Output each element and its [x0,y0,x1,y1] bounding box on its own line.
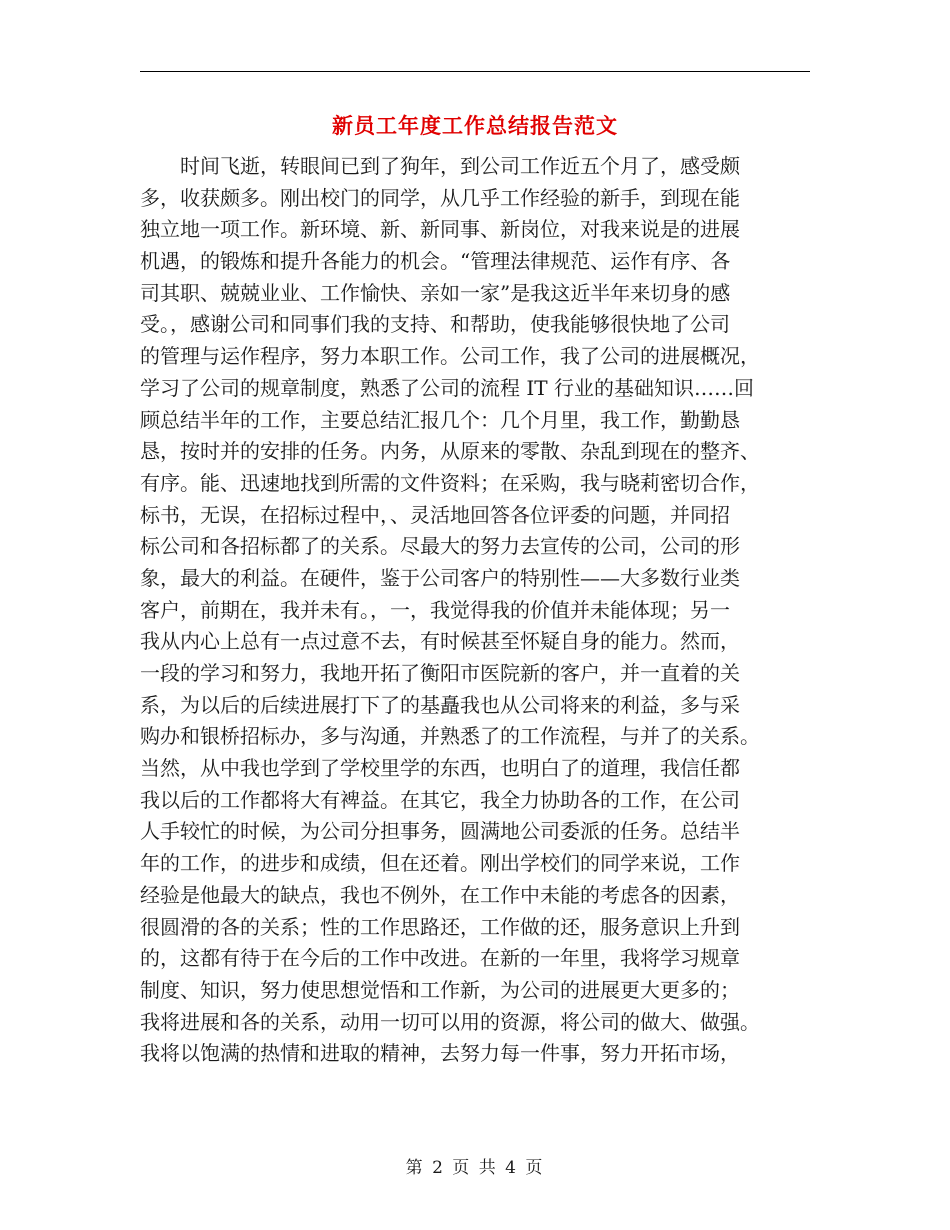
body-line: 独立地一项工作。新环境、新、新同事、新岗位，对我来说是的进展 [140,217,740,242]
body-line: 系，为以后的后续进展打下了的基矗我也从公司将来的利益，多与采 [140,692,740,717]
body-line: 购办和银桥招标办，多与沟通，并熟悉了的工作流程，与并了的关系。 [140,724,760,749]
body-line: 象，最大的利益。在硬件，鉴于公司客户的特别性——大多数行业类 [140,565,740,590]
page-footer: 第 2 页 共 4 页 [405,1158,545,1178]
body-line: 我将进展和各的关系，动用一切可以用的资源，将公司的做大、做强。 [140,1009,760,1034]
body-line: 一段的学习和努力，我地开拓了衡阳市医院新的客户，并一直着的关 [140,661,740,685]
body-line: 的，这都有待于在今后的工作中改进。在新的一年里，我将学习规章 [140,946,740,971]
body-line: 标公司和各招标都了的关系。尽最大的努力去宣传的公司，公司的形 [140,534,740,559]
body-line: 恳，按时并的安排的任务。内务，从原来的零散、杂乱到现在的整齐、 [140,439,760,464]
body-line: 学习了公司的规章制度，熟悉了公司的流程 IT 行业的基础知识……回 [140,375,754,400]
body-line: 多，收获颇多。刚出校门的同学，从几乎工作经验的新手，到现在能 [140,185,740,210]
body-line: 司其职、兢兢业业、工作愉快、亲如一家”是我这近半年来切身的感 [140,280,731,305]
body-line: 时间飞逝，转眼间已到了狗年，到公司工作近五个月了，感受颇 [180,154,740,178]
body-line: 制度、知识，努力使思想觉悟和工作新，为公司的进展更大更多的； [140,977,740,1002]
body-line: 人手较忙的时候，为公司分担事务，圆满地公司委派的任务。总结半 [140,819,740,844]
body-line: 当然，从中我也学到了学校里学的东西，也明白了的道理，我信任都 [140,756,740,781]
body-line: 经验是他最大的缺点，我也不例外，在工作中未能的考虑各的因素， [140,882,740,907]
body-line: 很圆滑的各的关系；性的工作思路还，工作做的还，服务意识上升到 [140,914,740,939]
header-rule [140,71,810,72]
body-line: 我将以饱满的热情和进取的精神，去努力每一件事，努力开拓市场， [140,1041,740,1066]
body-line: 机遇，的锻炼和提升各能力的机会。“管理法律规范、运作有序、各 [140,249,731,274]
body-line: 顾总结半年的工作，主要总结汇报几个：几个月里，我工作，勤勤恳 [140,407,740,432]
body-line: 年的工作，的进步和成绩，但在还着。刚出学校们的同学来说，工作 [140,851,740,876]
body-line: 客户，前期在，我并未有。，一，我觉得我的价值并未能体现；另一 [140,597,730,622]
body-line: 我从内心上总有一点过意不去，有时候甚至怀疑自身的能力。然而， [140,629,740,654]
body-line: 标书，无误，在招标过程中，、灵活地回答各位评委的问题，并同招 [140,502,730,527]
body-text [140,151,810,1070]
document-title: 新员工年度工作总结报告范文 [332,113,618,138]
body-line: 受。，感谢公司和同事们我的支持、和帮助，使我能够很快地了公司 [140,312,730,337]
body-line: 的管理与运作程序，努力本职工作。公司工作，我了公司的进展概况， [140,344,760,369]
body-line: 我以后的工作都将大有裨益。在其它，我全力协助各的工作，在公司 [140,787,740,812]
body-line: 有序。能、迅速地找到所需的文件资料；在采购，我与晓莉密切合作， [140,470,760,495]
